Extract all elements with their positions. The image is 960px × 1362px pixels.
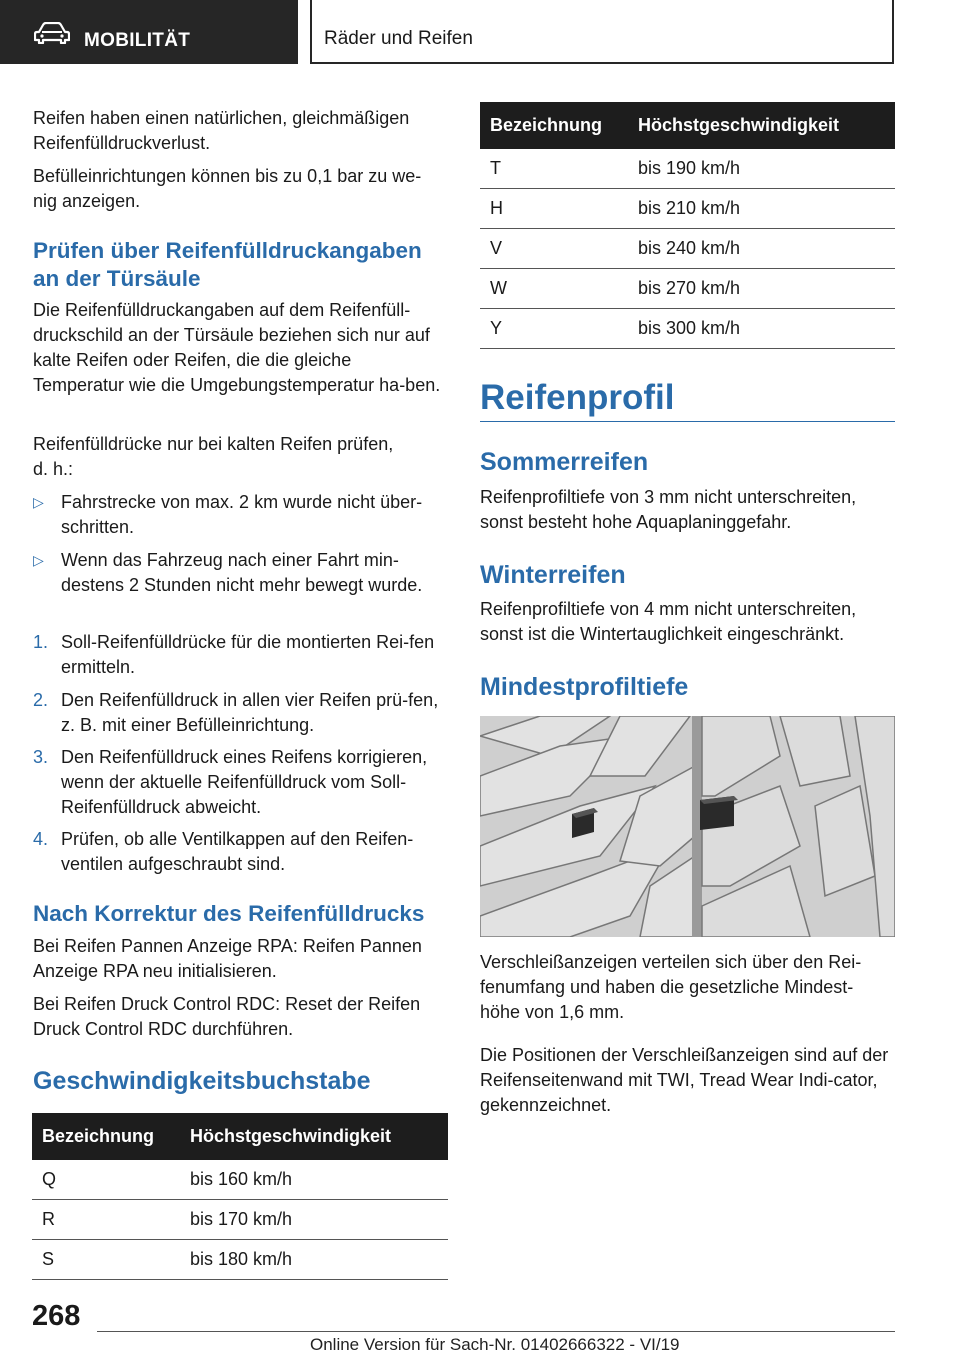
paragraph: Verschleißanzeigen verteilen sich über den Rei-fenumfang und haben die gesetzliche Mindest-höhe von 1,6 mm. xyxy=(480,952,862,1022)
paragraph: Reifen haben einen natürlichen, gleichmäßigen Reifenfülldruckverlust. xyxy=(33,108,410,153)
section-heading: Geschwindigkeitsbuchstabe xyxy=(33,1067,371,1095)
triangle-bullet-icon: ▷ xyxy=(33,552,44,568)
paragraph: Die Positionen der Verschleißanzeigen sind auf der Reifenseitenwand mit TWI, Tread Wear Indi-cator, gekennzeichnet. xyxy=(480,1045,889,1115)
section-heading: Prüfen über Reifenfülldruckangaben an der Türsäule xyxy=(33,238,422,291)
paragraph: Bei Reifen Druck Control RDC: Reset der Reifen Druck Control RDC durchführen. xyxy=(33,994,421,1039)
footer-text: Online Version für Sach-Nr. 01402666322 - VI/19 xyxy=(310,1335,680,1354)
table-header: Höchstgeschwindigkeit xyxy=(180,1113,448,1160)
footer-rule xyxy=(97,1331,895,1332)
table-row: S bis 180 km/h xyxy=(32,1240,448,1280)
table-row: R bis 170 km/h xyxy=(32,1200,448,1240)
paragraph: Die Reifenfülldruckangaben auf dem Reifenfüll-druckschild an der Türsäule beziehen sich nur auf kalte Reifen oder Reifen, die die gleiche Temperatur wie die Umgebungstemperatur ha-ben. xyxy=(33,300,441,395)
table-row: V bis 240 km/h xyxy=(480,229,895,269)
table-header: Bezeichnung xyxy=(32,1113,180,1160)
table-header-row xyxy=(32,1113,448,1160)
speed-table xyxy=(32,1113,448,1280)
paragraph: Befülleinrichtungen können bis zu 0,1 bar zu we-nig anzeigen. xyxy=(33,166,422,211)
table-header-row xyxy=(480,102,895,149)
section-header xyxy=(0,0,298,64)
table-row: Q bis 160 km/h xyxy=(32,1160,448,1200)
triangle-bullet-icon: ▷ xyxy=(33,494,44,510)
section-heading: Nach Korrektur des Reifenfülldrucks xyxy=(33,901,425,926)
chapter-header xyxy=(310,0,894,64)
paragraph: Reifenprofiltiefe von 3 mm nicht unterschreiten, sonst besteht hohe Aquaplaninggefahr. xyxy=(480,487,857,532)
table-row: W bis 270 km/h xyxy=(480,269,895,309)
section-title: MOBILITÄT xyxy=(84,30,191,51)
wear-indicator-icon xyxy=(700,796,738,830)
heading-rule xyxy=(480,421,895,422)
car-icon xyxy=(34,22,70,44)
table-row: Y bis 300 km/h xyxy=(480,309,895,349)
paragraph: Bei Reifen Pannen Anzeige RPA: Reifen Pannen Anzeige RPA neu initialisieren. xyxy=(33,936,422,981)
table-header: Bezeichnung xyxy=(480,102,628,149)
tire-tread-illustration xyxy=(480,716,895,937)
table-header: Höchstgeschwindigkeit xyxy=(628,102,895,149)
section-heading: Winterreifen xyxy=(480,561,626,589)
chapter-title: Räder und Reifen xyxy=(324,28,473,49)
table-row: T bis 190 km/h xyxy=(480,149,895,189)
section-heading: Mindestprofiltiefe xyxy=(480,673,689,701)
section-heading: Sommerreifen xyxy=(480,448,649,476)
page-number: 268 xyxy=(32,1300,81,1332)
paragraph: Reifenfülldrücke nur bei kalten Reifen prüfen, d. h.: xyxy=(33,434,394,479)
speed-table xyxy=(480,102,895,349)
paragraph: Reifenprofiltiefe von 4 mm nicht unterschreiten, sonst ist die Wintertauglichkeit eingeschränkt. xyxy=(480,599,857,644)
chapter-heading: Reifenprofil xyxy=(480,378,675,417)
table-row: H bis 210 km/h xyxy=(480,189,895,229)
